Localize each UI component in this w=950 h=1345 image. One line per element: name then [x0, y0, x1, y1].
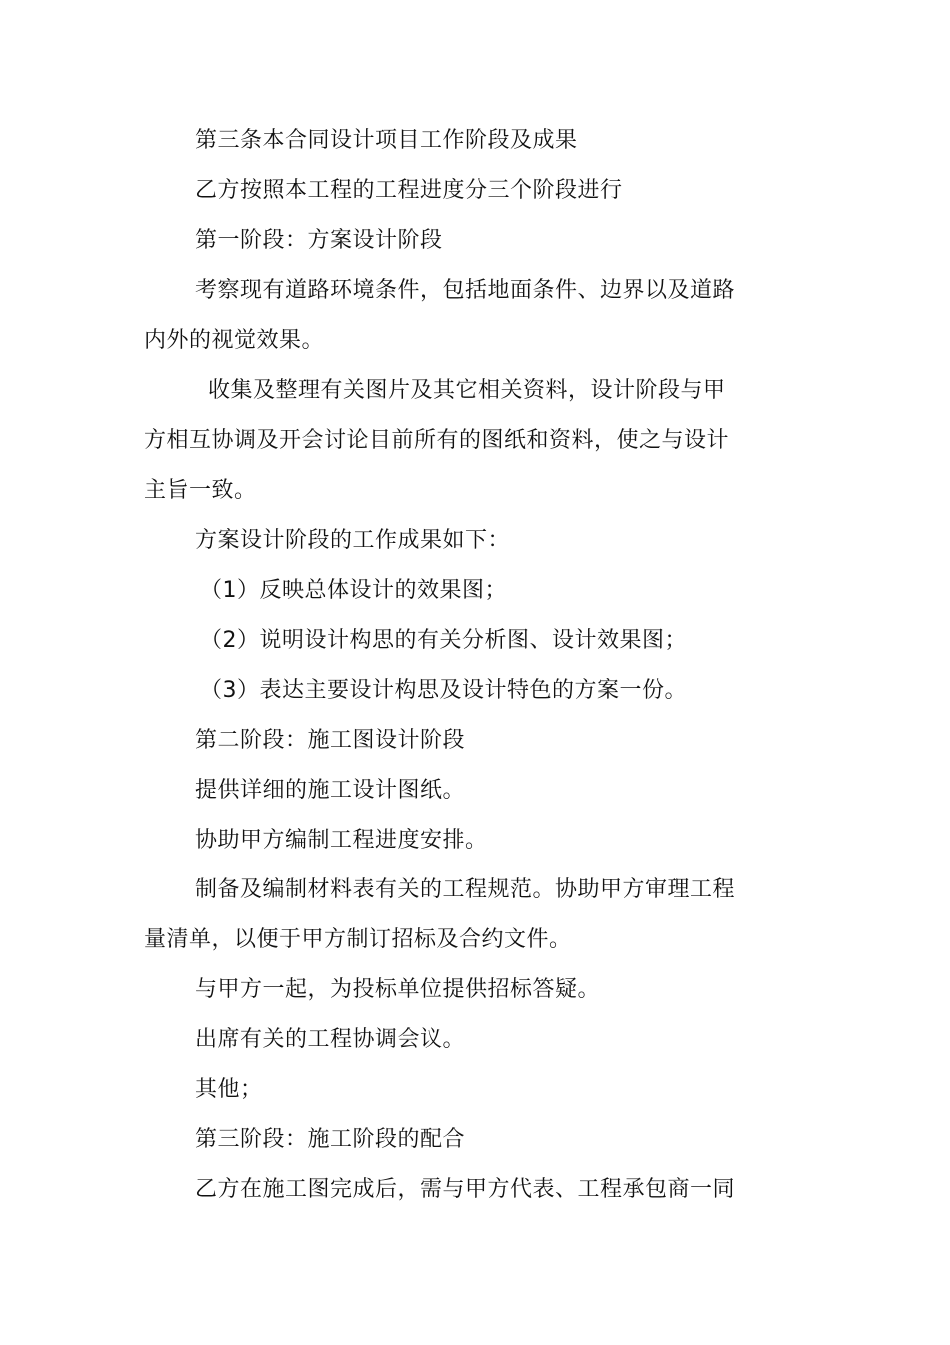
paragraph-line: 乙方按照本工程的工程进度分三个阶段进行: [195, 178, 623, 203]
paragraph-line: 其他；: [195, 1077, 263, 1102]
paragraph-line: 考察现有道路环境条件，包括地面条件、边界以及道路: [195, 278, 736, 303]
stage-1-heading: 第一阶段：方案设计阶段: [195, 228, 443, 253]
paragraph-line: 乙方在施工图完成后，需与甲方代表、工程承包商一同: [195, 1177, 736, 1202]
paragraph-line: 收集及整理有关图片及其它相关资料，设计阶段与甲: [208, 378, 726, 403]
paragraph-line: 出席有关的工程协调会议。: [195, 1027, 466, 1052]
paragraph-line: 主旨一致。: [144, 478, 257, 503]
stage-3-heading: 第三阶段：施工阶段的配合: [195, 1127, 466, 1152]
paragraph-line: 方案设计阶段的工作成果如下：: [195, 528, 511, 553]
paragraph-line: 制备及编制材料表有关的工程规范。协助甲方审理工程: [195, 877, 736, 902]
paragraph-line: 提供详细的施工设计图纸。: [195, 778, 466, 803]
paragraph-line: 协助甲方编制工程进度安排。: [195, 828, 488, 853]
list-item: （3）表达主要设计构思及设计特色的方案一份。: [200, 678, 687, 703]
paragraph-line: 内外的视觉效果。: [144, 328, 325, 353]
paragraph-line: 方相互协调及开会讨论目前所有的图纸和资料，使之与设计: [144, 428, 730, 453]
list-item: （2）说明设计构思的有关分析图、设计效果图；: [200, 628, 687, 653]
paragraph-line: 量清单，以便于甲方制订招标及合约文件。: [144, 927, 572, 952]
article-3-heading: 第三条本合同设计项目工作阶段及成果: [195, 128, 578, 153]
stage-2-heading: 第二阶段：施工图设计阶段: [195, 728, 466, 753]
list-item: （1）反映总体设计的效果图；: [200, 578, 507, 603]
paragraph-line: 与甲方一起，为投标单位提供招标答疑。: [195, 977, 601, 1002]
